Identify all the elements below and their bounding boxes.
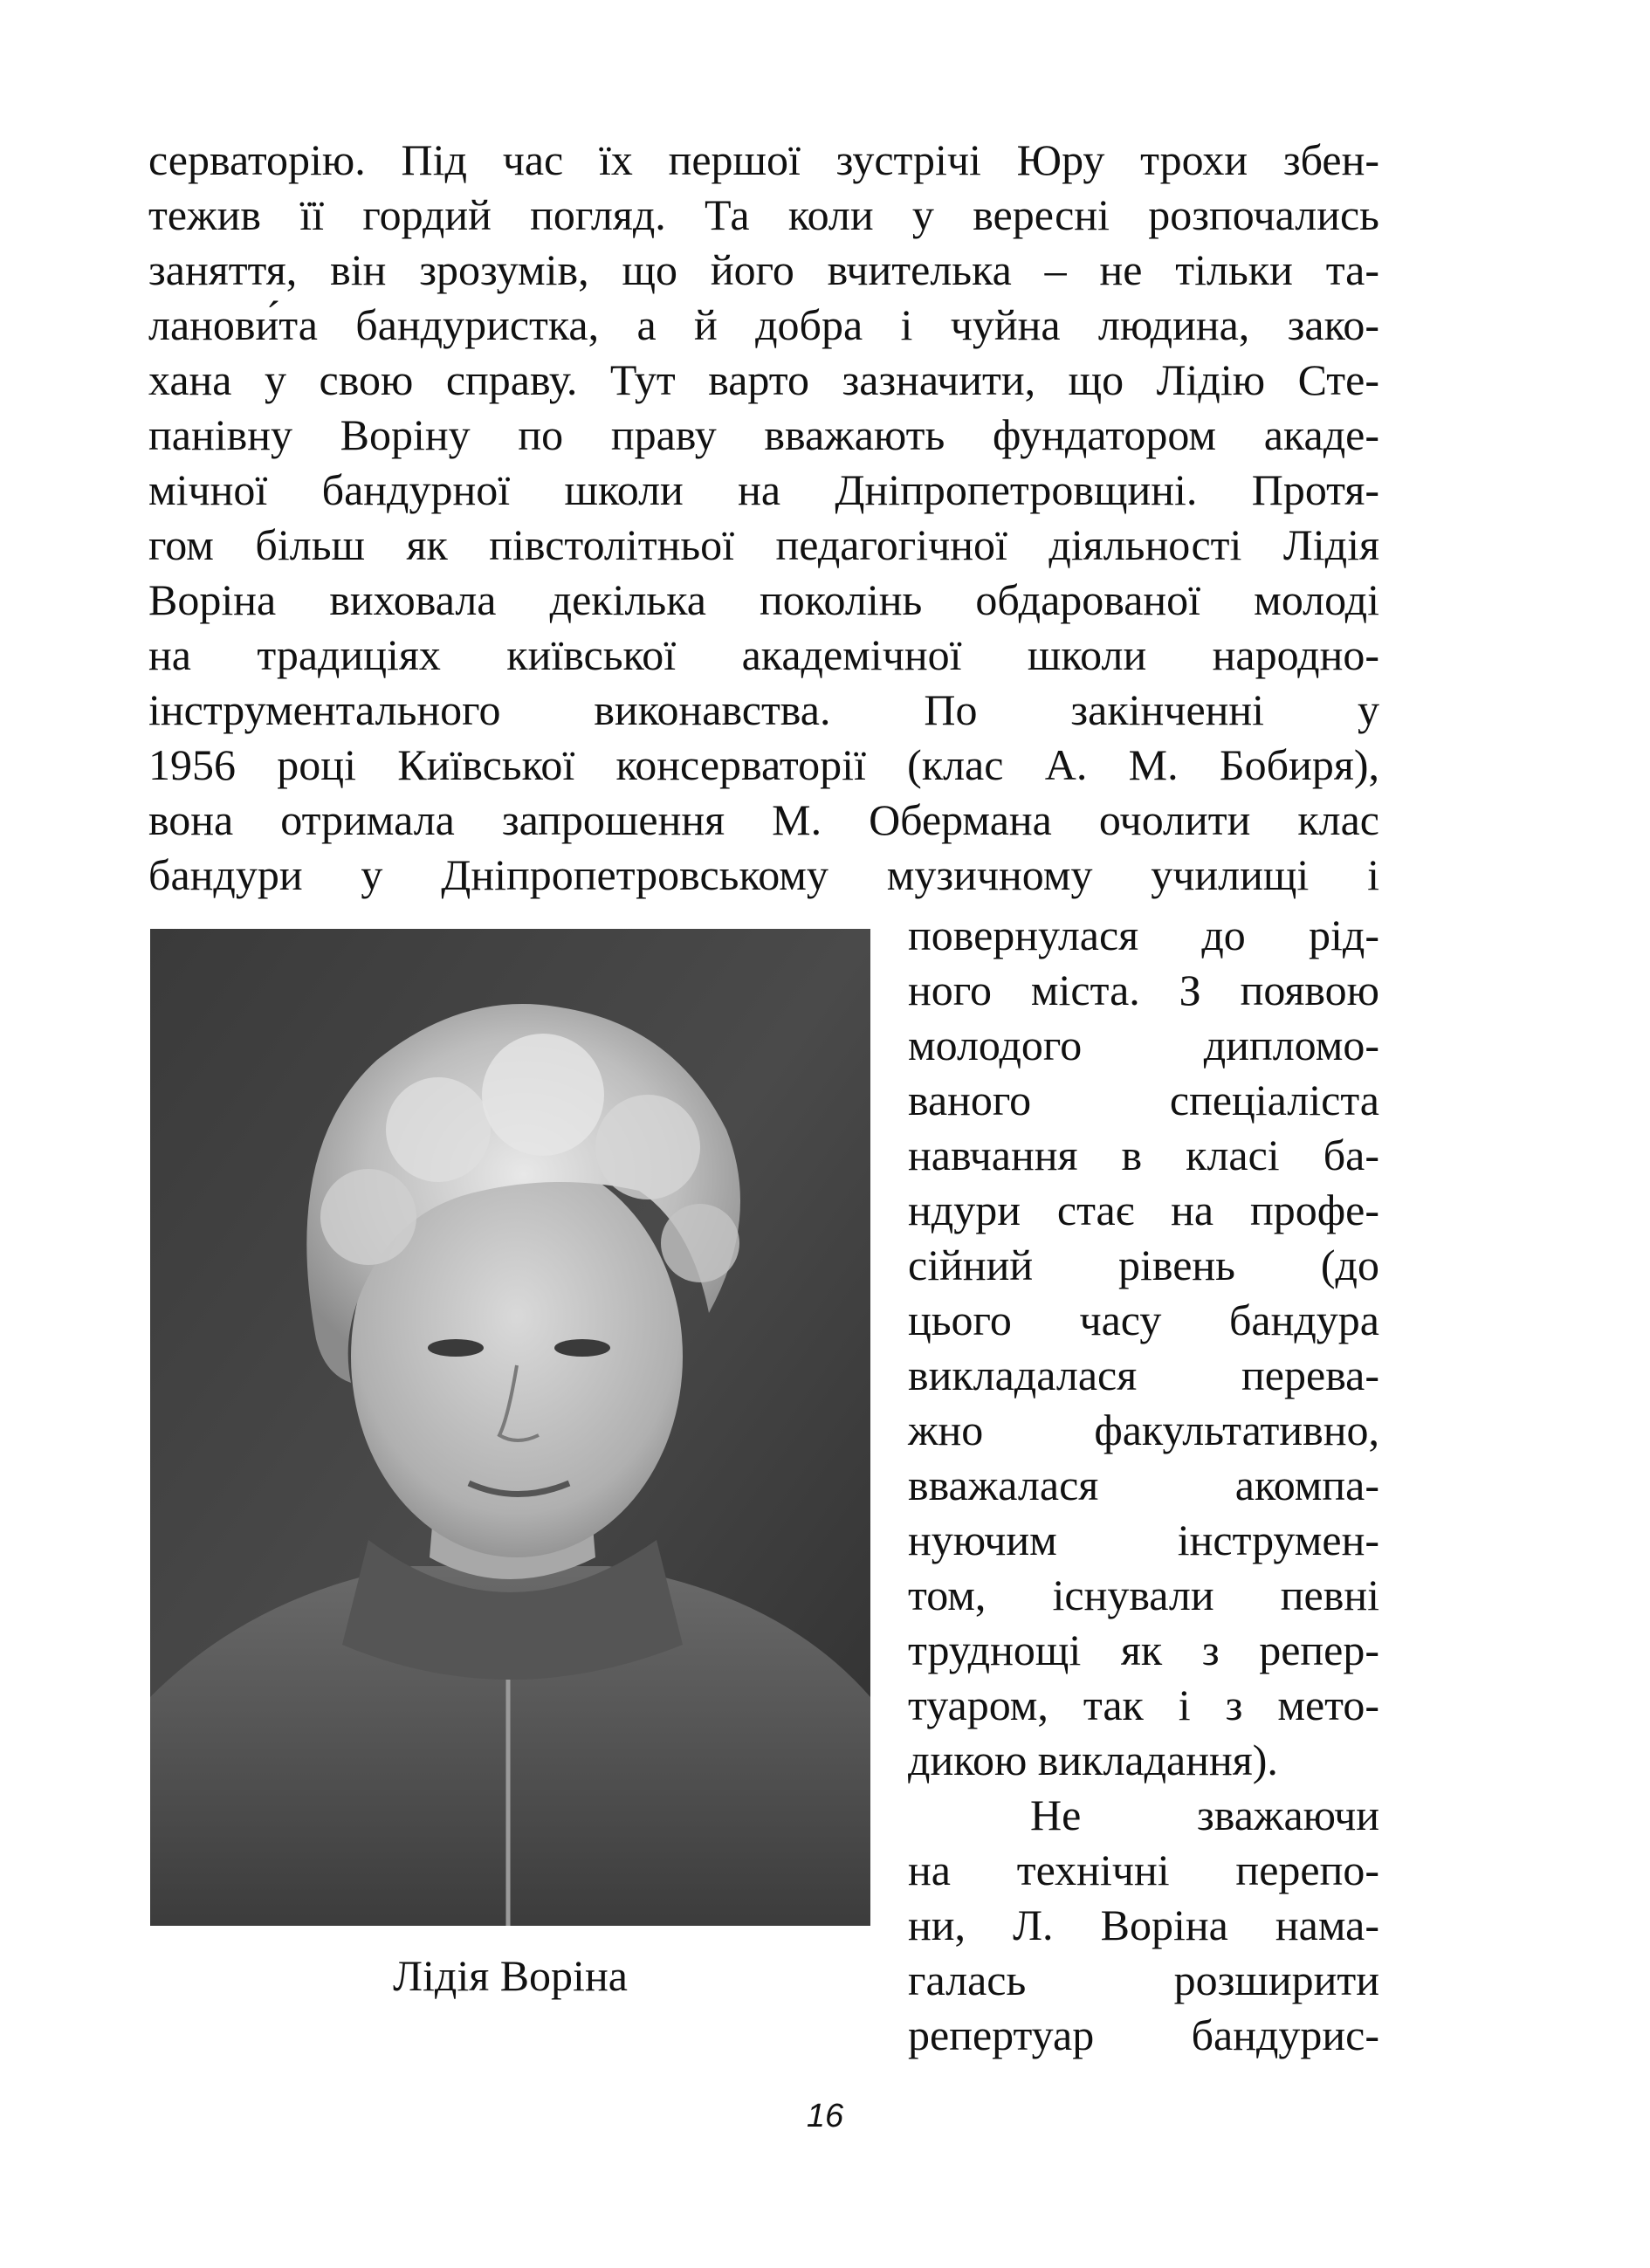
text-line: заняття, він зрозумів, що його вчителька – не тільки та- <box>148 245 1379 294</box>
text-line: серваторію. Під час їх першої зустрічі Юру трохи збен- <box>148 135 1379 184</box>
text-line: туаром, так і з мето- <box>908 1680 1379 1729</box>
text-line: 1956 році Київської консерваторії (клас А. М. Бобиря), <box>148 740 1379 789</box>
text-line: Не зважаючи <box>1030 1790 1379 1839</box>
portrait-image <box>150 929 870 1926</box>
text-line: дикою викладання). <box>908 1735 1278 1784</box>
body-text-top <box>148 133 1379 903</box>
text-line: на технічні перепо- <box>908 1845 1379 1894</box>
text-line: гом більш як півстолітньої педагогічної діяльності Лідія <box>148 520 1379 569</box>
text-line: панівну Воріну по праву вважають фундатором акаде- <box>148 410 1379 459</box>
text-line: викладалася перева- <box>908 1350 1379 1399</box>
text-line: репертуар бандурис- <box>908 2010 1379 2059</box>
text-line: молодого дипломо- <box>908 1021 1379 1069</box>
body-text-side <box>908 908 1379 2063</box>
text-line: труднощі як з репер- <box>908 1625 1379 1674</box>
text-line: тежив її гордий погляд. Та коли у вересні розпочались <box>148 190 1379 239</box>
text-line: ваного спеціаліста <box>908 1076 1379 1124</box>
text-line: мічної бандурної школи на Дніпропетровщині. Протя- <box>148 465 1379 514</box>
text-line: жно факультативно, <box>908 1405 1379 1454</box>
text-line: вона отримала запрошення М. Обермана очолити клас <box>148 795 1379 844</box>
page-number: 16 <box>806 2098 844 2134</box>
text-line: ндури стає на профе- <box>908 1186 1379 1234</box>
text-line: сійний рівень (до <box>908 1241 1379 1289</box>
text-line: вважалася акомпа- <box>908 1460 1379 1509</box>
text-line: навчання в класі ба- <box>908 1131 1379 1179</box>
text-line: повернулася до рід- <box>908 911 1379 959</box>
text-line: ланови́та бандуристка, а й добра і чуйна людина, зако- <box>148 300 1379 349</box>
text-line: інструментального виконавства. По закінченні у <box>148 685 1379 734</box>
text-line: ного міста. З появою <box>908 966 1379 1014</box>
text-line: цього часу бандура <box>908 1296 1379 1344</box>
text-line: хана у свою справу. Тут варто зазначити, що Лідію Сте- <box>148 355 1379 404</box>
text-line: нуючим інструмен- <box>908 1515 1379 1564</box>
text-line: галась розширити <box>908 1955 1379 2004</box>
photo-caption: Лідія Воріна <box>393 1951 628 2000</box>
text-line: том, існували певні <box>908 1570 1379 1619</box>
text-line: на традиціях київської академічної школи народно- <box>148 630 1379 679</box>
text-line: бандури у Дніпропетровському музичному училищі і <box>148 850 1379 899</box>
text-line: ни, Л. Воріна нама- <box>908 1900 1379 1949</box>
portrait-photo <box>150 929 870 1926</box>
text-line: Воріна виховала декілька поколінь обдарованої молоді <box>148 575 1379 624</box>
